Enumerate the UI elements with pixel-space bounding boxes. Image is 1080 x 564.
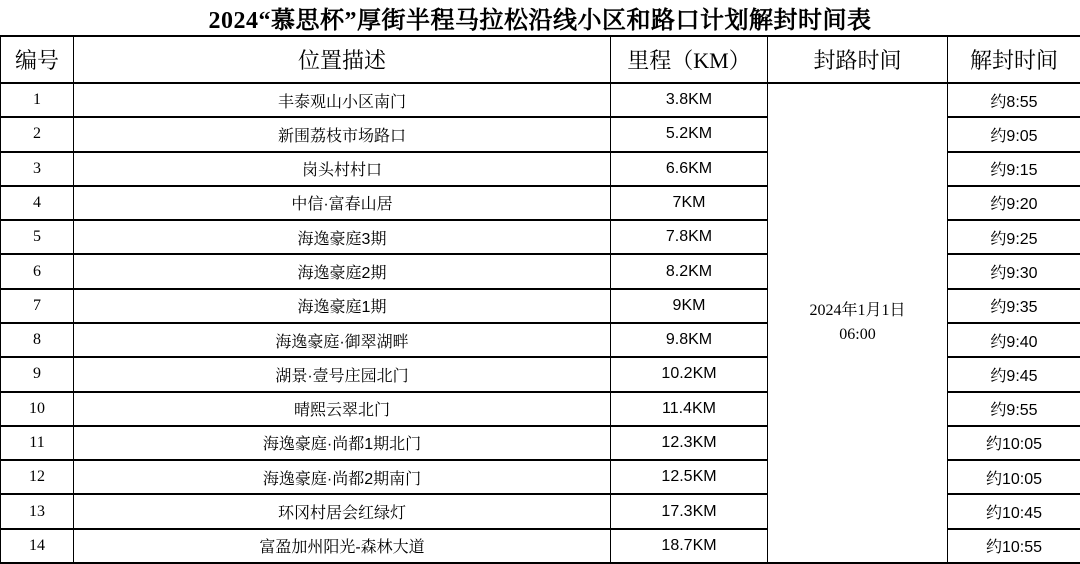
row-number: 13 <box>1 494 74 528</box>
row-location: 环冈村居会红绿灯 <box>74 494 611 528</box>
row-location: 中信·富春山居 <box>74 186 611 220</box>
row-location: 海逸豪庭1期 <box>74 289 611 323</box>
row-distance: 8.2KM <box>611 254 768 288</box>
row-reopen-time: 约9:05 <box>948 117 1080 151</box>
row-distance: 6.6KM <box>611 152 768 186</box>
column-header-reopen: 解封时间 <box>948 36 1080 83</box>
column-header-location: 位置描述 <box>74 36 611 83</box>
column-header-closure: 封路时间 <box>768 36 948 83</box>
closure-date: 2024年1月1日 <box>809 302 906 319</box>
row-number: 6 <box>1 254 74 288</box>
row-number: 2 <box>1 117 74 151</box>
row-reopen-time: 约8:55 <box>948 83 1080 117</box>
row-number: 10 <box>1 392 74 426</box>
row-location: 丰泰观山小区南门 <box>74 83 611 117</box>
row-location: 湖景·壹号庄园北门 <box>74 357 611 391</box>
row-distance: 9KM <box>611 289 768 323</box>
row-location: 晴熙云翠北门 <box>74 392 611 426</box>
row-reopen-time: 约9:25 <box>948 220 1080 254</box>
row-distance: 18.7KM <box>611 529 768 563</box>
reopening-schedule-table <box>0 35 1080 564</box>
row-distance: 12.5KM <box>611 460 768 494</box>
row-reopen-time: 约9:30 <box>948 254 1080 288</box>
row-location: 海逸豪庭3期 <box>74 220 611 254</box>
row-number: 9 <box>1 357 74 391</box>
closure-clock-time: 06:00 <box>839 326 876 343</box>
row-distance: 7.8KM <box>611 220 768 254</box>
row-distance: 17.3KM <box>611 494 768 528</box>
row-reopen-time: 约9:55 <box>948 392 1080 426</box>
column-header-number: 编号 <box>1 36 74 83</box>
row-location: 海逸豪庭·尚都1期北门 <box>74 426 611 460</box>
road-closure-time-cell <box>768 83 948 563</box>
row-distance: 10.2KM <box>611 357 768 391</box>
row-number: 12 <box>1 460 74 494</box>
row-number: 14 <box>1 529 74 563</box>
row-reopen-time: 约9:15 <box>948 152 1080 186</box>
row-number: 7 <box>1 289 74 323</box>
row-number: 11 <box>1 426 74 460</box>
row-distance: 7KM <box>611 186 768 220</box>
page-title: 2024“慕思杯”厚街半程马拉松沿线小区和路口计划解封时间表 <box>208 8 872 34</box>
row-reopen-time: 约9:35 <box>948 289 1080 323</box>
row-location: 海逸豪庭2期 <box>74 254 611 288</box>
row-reopen-time: 约9:20 <box>948 186 1080 220</box>
row-reopen-time: 约10:05 <box>948 426 1080 460</box>
row-location: 岗头村村口 <box>74 152 611 186</box>
row-distance: 11.4KM <box>611 392 768 426</box>
column-header-distance: 里程（KM） <box>611 36 768 83</box>
row-distance: 3.8KM <box>611 83 768 117</box>
row-location: 海逸豪庭·御翠湖畔 <box>74 323 611 357</box>
row-location: 富盈加州阳光-森林大道 <box>74 529 611 563</box>
row-reopen-time: 约10:45 <box>948 494 1080 528</box>
row-number: 1 <box>1 83 74 117</box>
row-distance: 12.3KM <box>611 426 768 460</box>
row-reopen-time: 约10:05 <box>948 460 1080 494</box>
row-number: 5 <box>1 220 74 254</box>
row-number: 4 <box>1 186 74 220</box>
row-distance: 5.2KM <box>611 117 768 151</box>
row-reopen-time: 约9:40 <box>948 323 1080 357</box>
row-distance: 9.8KM <box>611 323 768 357</box>
table-row <box>1 83 1080 117</box>
row-location: 海逸豪庭·尚都2期南门 <box>74 460 611 494</box>
header-row <box>1 36 1080 83</box>
row-reopen-time: 约10:55 <box>948 529 1080 563</box>
row-number: 3 <box>1 152 74 186</box>
row-reopen-time: 约9:45 <box>948 357 1080 391</box>
row-number: 8 <box>1 323 74 357</box>
row-location: 新围荔枝市场路口 <box>74 117 611 151</box>
